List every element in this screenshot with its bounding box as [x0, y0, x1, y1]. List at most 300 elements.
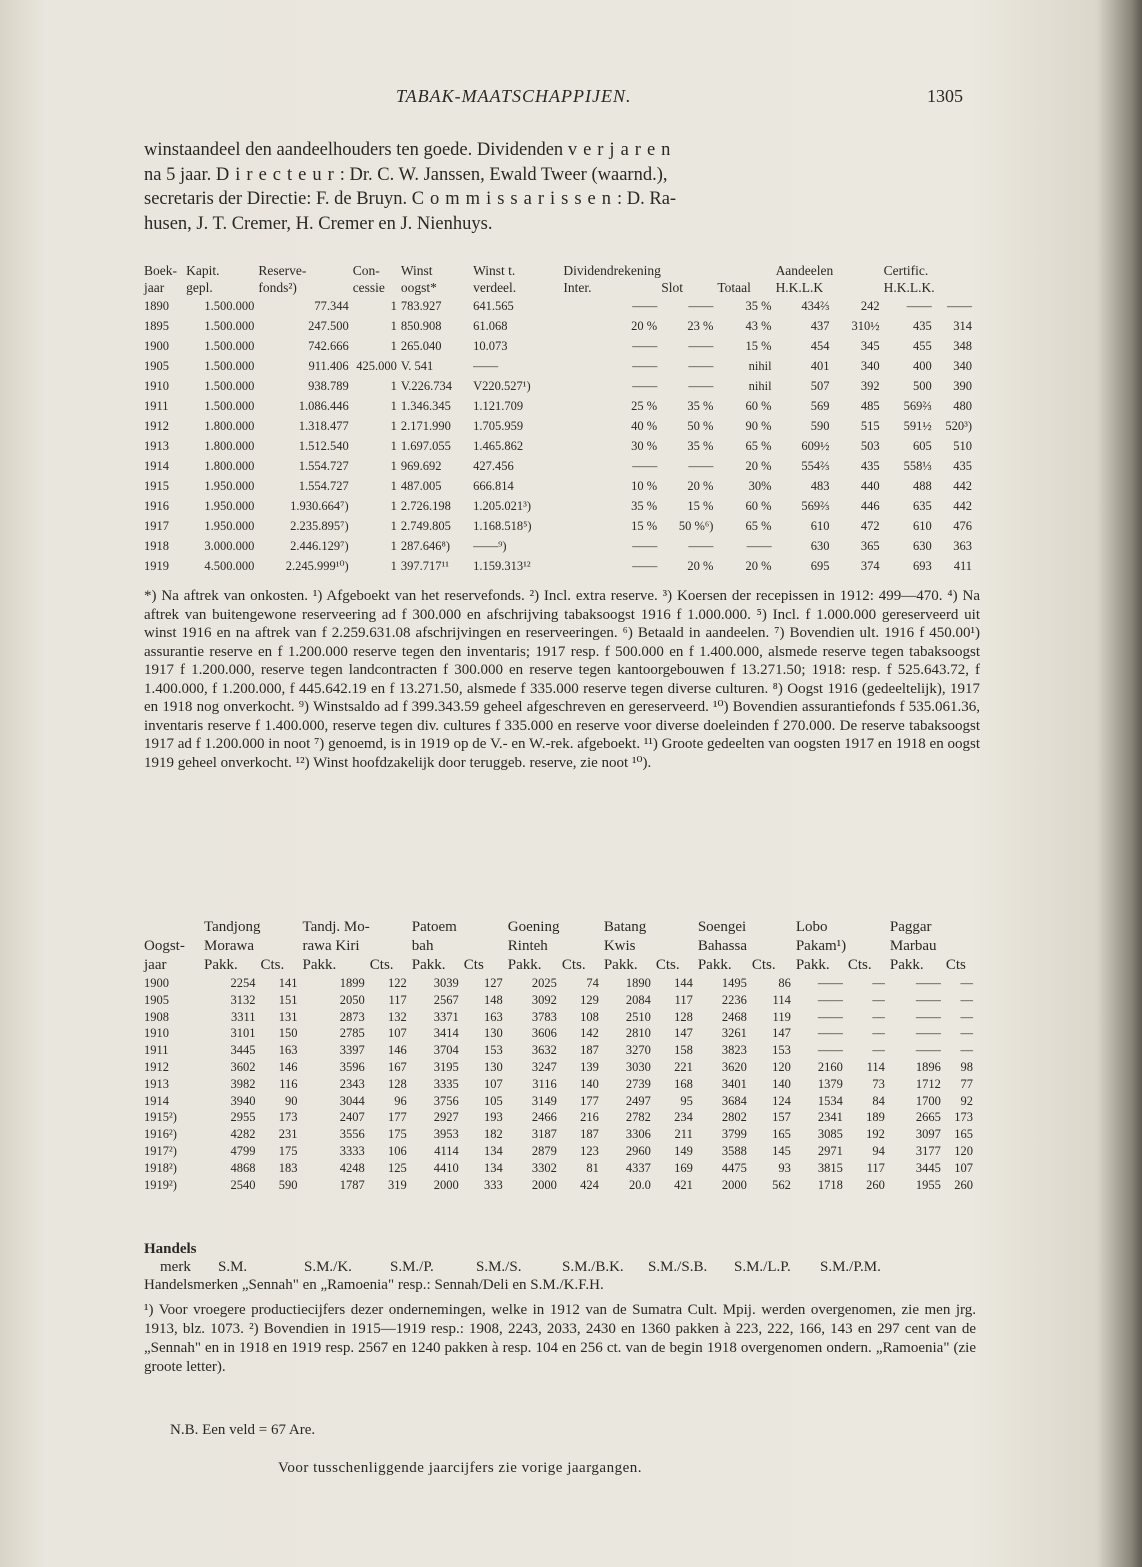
table-row — [144, 536, 976, 556]
intro-text: : Dr. C. W. Janssen, Ewald Tweer (waarnd.), — [339, 164, 668, 185]
table-row — [144, 1059, 978, 1076]
table-cell: 515 — [860, 419, 880, 433]
table-cell: 2236 — [721, 992, 747, 1007]
table-cell: 2955 — [230, 1110, 256, 1125]
table-cell: 2810 — [625, 1026, 651, 1041]
table-cell: 3982 — [230, 1076, 256, 1091]
intro-text: husen, J. T. Cremer, H. Cremer en J. Nienhuys. — [144, 213, 493, 234]
column-header: H.K.L.K — [775, 280, 824, 295]
table-cell: 695 — [810, 559, 830, 573]
table-cell: 20 % — [687, 559, 714, 573]
table-cell: 1.500.000 — [204, 399, 255, 413]
table-cell: 77.344 — [314, 299, 349, 313]
trade-mark: S.M./S. — [476, 1259, 522, 1275]
table-cell: 319 — [388, 1177, 407, 1192]
table-cell: 183 — [278, 1160, 298, 1175]
table-cell: 35 % — [687, 439, 714, 453]
table-cell: 107 — [484, 1076, 503, 1091]
table-cell: 130 — [484, 1059, 503, 1074]
table-cell: 400 — [913, 359, 932, 373]
table-cell: 20 % — [687, 479, 714, 493]
table-cell: 483 — [810, 479, 830, 493]
table-cell: 134 — [484, 1143, 503, 1158]
table-cell: 569⅔ — [903, 399, 932, 413]
table-cell: 146 — [278, 1059, 298, 1074]
table-row — [144, 476, 976, 496]
table-cell: 2000 — [721, 1177, 747, 1192]
trade-mark: S.M./L.P. — [734, 1259, 791, 1275]
year-cell: 1915 — [144, 479, 169, 493]
table-cell: 1.500.000 — [204, 339, 255, 353]
table-cell: 1 — [390, 459, 397, 473]
table-cell: — — [960, 992, 973, 1007]
table-cell: —— — [473, 359, 499, 373]
column-header: Paggar — [889, 919, 932, 935]
table-cell: 128 — [674, 1009, 693, 1024]
year-cell: 1890 — [144, 299, 169, 313]
table-cell: 131 — [278, 1009, 298, 1024]
table-row — [144, 1177, 978, 1194]
table-cell: — — [872, 1009, 885, 1024]
table-cell: 1 — [390, 519, 397, 533]
table-cell: 2254 — [230, 976, 256, 990]
table-cell: — — [872, 1043, 885, 1058]
table-cell: 3704 — [433, 1043, 459, 1058]
column-header — [656, 918, 698, 937]
table-cell: 150 — [278, 1026, 298, 1041]
column-header: jaar — [144, 957, 167, 973]
table-cell: 117 — [674, 992, 693, 1007]
table-cell: —— — [632, 559, 658, 573]
table-cell: —— — [906, 299, 932, 313]
table-cell: 189 — [866, 1110, 885, 1125]
table-cell: 157 — [772, 1110, 791, 1125]
table-cell: 3756 — [433, 1093, 459, 1108]
table-cell: 397.717¹¹ — [400, 559, 449, 573]
table-cell: 1495 — [721, 976, 747, 990]
table-cell: 114 — [866, 1059, 885, 1074]
table-cell: 117 — [388, 992, 407, 1007]
table-cell: 146 — [388, 1043, 407, 1058]
column-header: Cts. — [561, 957, 586, 973]
table-cell: 114 — [772, 992, 791, 1007]
table-cell: 2879 — [531, 1143, 557, 1158]
year-cell: 1913 — [144, 1076, 169, 1091]
table-cell: 1 — [390, 559, 397, 573]
column-header: Cts — [945, 957, 966, 973]
table-cell: 216 — [580, 1110, 599, 1125]
year-cell: 1919 — [144, 559, 169, 573]
table-cell: 340 — [953, 359, 972, 373]
table-row — [144, 556, 976, 576]
column-header: Patoem — [411, 919, 457, 935]
column-header — [656, 937, 698, 956]
table-cell: —— — [947, 299, 972, 313]
trade-marks-row — [144, 1258, 906, 1276]
year-cell: 1905 — [144, 992, 169, 1007]
table-row — [144, 356, 976, 376]
table-cell: —— — [817, 992, 843, 1007]
table-cell: 1899 — [339, 976, 365, 990]
column-header: Pakk. — [795, 957, 830, 973]
table-cell: 1712 — [915, 1076, 941, 1091]
table-row — [144, 992, 978, 1009]
table-cell: 3.000.000 — [204, 539, 255, 553]
table-cell: 123 — [580, 1143, 599, 1158]
table-cell: 510 — [953, 439, 972, 453]
table-cell: 610 — [913, 519, 932, 533]
table-cell: 187 — [580, 1043, 599, 1058]
table-cell: —— — [688, 459, 714, 473]
table-cell: —— — [915, 976, 941, 990]
table-cell: 3596 — [339, 1059, 365, 1074]
table-cell: 605 — [913, 439, 932, 453]
table-cell: 120 — [772, 1059, 791, 1074]
table-cell: 434⅔ — [801, 299, 830, 313]
column-header: Certific. — [883, 263, 929, 278]
table-cell: 116 — [279, 1076, 298, 1091]
intro-paragraph — [144, 138, 980, 236]
table-row — [144, 496, 976, 516]
year-cell: 1910 — [144, 1026, 169, 1041]
production-table — [144, 918, 978, 1193]
header-row — [144, 279, 976, 296]
table-cell: 1955 — [915, 1177, 941, 1192]
column-header: oogst* — [400, 280, 437, 295]
table-cell: —— — [915, 1026, 941, 1041]
column-header: Oogst- — [144, 938, 185, 954]
table-cell: 23 % — [687, 319, 714, 333]
table-cell: 192 — [866, 1127, 885, 1142]
table-cell: 1.950.000 — [204, 519, 255, 533]
column-header: Cts. — [260, 957, 285, 973]
table-cell: 314 — [953, 319, 972, 333]
intro-line — [144, 212, 980, 237]
table-cell: 4410 — [433, 1160, 459, 1175]
column-header — [260, 937, 302, 956]
table-cell: —— — [688, 539, 714, 553]
table-cell: 4248 — [339, 1160, 365, 1175]
column-header: Tandj. Mo- — [302, 919, 370, 935]
table-cell: 3823 — [721, 1043, 747, 1058]
table-cell: 1 — [390, 499, 397, 513]
table-cell: 454 — [810, 339, 830, 353]
table-cell: 20 % — [745, 559, 772, 573]
column-header: Cts. — [655, 957, 680, 973]
column-header: Pakk. — [889, 957, 924, 973]
column-header — [144, 918, 204, 937]
column-header — [370, 918, 412, 937]
year-cell: 1918 — [144, 539, 169, 553]
table-cell: 442 — [953, 479, 972, 493]
year-cell: 1900 — [144, 976, 169, 990]
table-cell: 3101 — [230, 1026, 256, 1041]
table-cell: —— — [746, 539, 772, 553]
table-cell: 693 — [913, 559, 932, 573]
column-header — [717, 262, 775, 279]
table-cell: 77 — [960, 1076, 973, 1091]
table-cell: 2927 — [433, 1110, 459, 1125]
table-cell: 520³) — [945, 419, 972, 433]
table-cell: 234 — [674, 1110, 693, 1125]
table-cell: 3030 — [625, 1059, 651, 1074]
column-header: Tandjong — [204, 919, 261, 935]
table-cell: 485 — [860, 399, 880, 413]
table-cell: 153 — [484, 1043, 503, 1058]
table-cell: 139 — [580, 1059, 599, 1074]
column-header: Pakk. — [507, 957, 542, 973]
table-cell: 442 — [953, 499, 972, 513]
table-cell: —— — [915, 1043, 941, 1058]
table-cell: 120 — [954, 1143, 973, 1158]
trade-mark: S.M./K. — [304, 1259, 352, 1275]
table-cell: 1.950.000 — [204, 499, 255, 513]
table-cell: 2873 — [339, 1009, 365, 1024]
table-cell: — — [872, 976, 885, 990]
year-cell: 1914 — [144, 1093, 169, 1108]
table-cell: 1 — [390, 379, 397, 393]
table-cell: 265.040 — [400, 339, 442, 353]
table-cell: 2.245.999¹⁰) — [285, 559, 349, 573]
header-row — [144, 937, 978, 956]
column-header: Pakk. — [603, 957, 638, 973]
table-cell: 153 — [772, 1043, 791, 1058]
trade-mark: S.M./P. — [390, 1259, 434, 1275]
table-cell: 562 — [772, 1177, 791, 1192]
table-cell: 165 — [954, 1127, 973, 1142]
table-cell: 211 — [674, 1127, 693, 1142]
table-cell: 2.726.198 — [400, 499, 451, 513]
table-cell: 2084 — [625, 992, 651, 1007]
table-cell: ——⁹) — [473, 539, 507, 553]
year-cell: 1914 — [144, 459, 169, 473]
table-cell: —— — [817, 1026, 843, 1041]
table-cell: 3414 — [433, 1026, 459, 1041]
table-cell: 4868 — [230, 1160, 256, 1175]
table-cell: 147 — [674, 1026, 693, 1041]
spaced-word: verjaren — [567, 140, 677, 160]
table-cell: 1 — [390, 399, 397, 413]
table-cell: 2785 — [339, 1026, 365, 1041]
year-cell: 1918²) — [144, 1160, 177, 1175]
table-cell: 1.121.709 — [473, 399, 524, 413]
table-cell: 3092 — [531, 992, 557, 1007]
table-cell: 35 % — [631, 499, 658, 513]
table-cell: 117 — [866, 1160, 885, 1175]
column-header — [936, 262, 976, 279]
table-cell: 333 — [484, 1177, 503, 1192]
table-cell: 15 % — [745, 339, 772, 353]
table-row — [144, 1042, 978, 1059]
table-cell: 3097 — [915, 1127, 941, 1142]
column-header: Morawa — [204, 938, 254, 954]
year-cell: 1912 — [144, 1059, 169, 1074]
table-cell: 3783 — [531, 1009, 557, 1024]
table-cell: — — [960, 1043, 973, 1058]
area-note: N.B. Een veld = 67 Are. — [170, 1422, 316, 1438]
column-header — [661, 262, 717, 279]
table-row — [144, 296, 976, 316]
column-header — [848, 918, 890, 937]
column-header: Kwis — [603, 938, 636, 954]
column-header — [562, 937, 604, 956]
header-row — [144, 262, 976, 279]
table-cell: —— — [688, 299, 714, 313]
table-cell: 177 — [580, 1093, 599, 1108]
table-cell: 1.500.000 — [204, 379, 255, 393]
column-header: Batang — [603, 919, 647, 935]
column-header: Inter. — [563, 280, 592, 295]
column-header: Rinteh — [507, 938, 548, 954]
table-cell: 1 — [390, 339, 397, 353]
table-cell: 2.171.990 — [400, 419, 451, 433]
table-cell: 446 — [860, 499, 880, 513]
table-cell: 2971 — [817, 1143, 843, 1158]
column-header: Pakk. — [697, 957, 732, 973]
table-cell: V220.527¹) — [473, 379, 531, 393]
table-cell: 168 — [674, 1076, 693, 1091]
table-row — [144, 456, 976, 476]
table-row — [144, 1160, 978, 1177]
table-row — [144, 1093, 978, 1110]
table-cell: 1.512.540 — [298, 439, 349, 453]
intro-line — [144, 187, 980, 212]
table-cell: 1 — [390, 439, 397, 453]
table-cell: 421 — [674, 1177, 693, 1192]
table-cell: —— — [915, 1009, 941, 1024]
table-cell: 86 — [778, 976, 791, 990]
table-cell: 61.068 — [473, 319, 508, 333]
table-cell: 4337 — [625, 1160, 651, 1175]
column-header: rawa Kiri — [302, 938, 360, 954]
table-cell: 2000 — [531, 1177, 557, 1192]
table-cell: 488 — [913, 479, 932, 493]
table-cell: 440 — [860, 479, 880, 493]
table-row — [144, 1109, 978, 1126]
table-cell: 345 — [860, 339, 880, 353]
table-row — [144, 1143, 978, 1160]
table-cell: 2466 — [531, 1110, 557, 1125]
table-cell: 242 — [860, 299, 880, 313]
merk-label: merk — [160, 1259, 191, 1275]
table-cell: 1534 — [817, 1093, 843, 1108]
column-header: gepl. — [186, 280, 213, 295]
table-cell: 610 — [810, 519, 830, 533]
table-cell: 591½ — [903, 419, 932, 433]
table-cell: 4282 — [230, 1127, 256, 1142]
table-cell: 2567 — [433, 992, 459, 1007]
table-cell: —— — [688, 379, 714, 393]
table-cell: 507 — [810, 379, 830, 393]
table-cell: 25 % — [631, 399, 658, 413]
table-cell: 73 — [872, 1076, 885, 1091]
table-cell: 231 — [278, 1127, 298, 1142]
year-cell: 1916 — [144, 499, 169, 513]
column-header — [464, 918, 508, 937]
table-cell: 107 — [388, 1026, 407, 1041]
trade-mark: S.M./B.K. — [562, 1259, 624, 1275]
table-cell: 144 — [674, 976, 693, 990]
table-cell: 3333 — [339, 1143, 365, 1158]
year-cell: 1917²) — [144, 1143, 177, 1158]
spaced-word: Commissarissen — [411, 189, 617, 209]
table-cell: 590 — [810, 419, 830, 433]
table-cell: nihil — [748, 359, 772, 373]
table-cell: 1.500.000 — [204, 319, 255, 333]
table-cell: 40 % — [631, 419, 658, 433]
table-cell: 3187 — [531, 1127, 557, 1142]
table-cell: 476 — [953, 519, 972, 533]
trade-marks-label: Handels — [144, 1241, 197, 1257]
table-cell: —— — [632, 379, 658, 393]
column-header: Winst t. — [473, 263, 516, 278]
table-cell: 558⅓ — [903, 459, 932, 473]
table-cell: 3445 — [230, 1043, 256, 1058]
table-cell: 424 — [580, 1177, 599, 1192]
table-cell: —— — [817, 1009, 843, 1024]
table-cell: 148 — [484, 992, 503, 1007]
table-cell: 2468 — [721, 1009, 747, 1024]
table-cell: 1.159.313¹² — [473, 559, 531, 573]
column-header: Goening — [507, 919, 560, 935]
table-cell: 3335 — [433, 1076, 459, 1091]
column-header: verdeel. — [473, 280, 517, 295]
table-cell: 3311 — [230, 1009, 256, 1024]
table-cell: 911.406 — [308, 359, 349, 373]
table-cell: 1.318.477 — [298, 419, 349, 433]
table-cell: 96 — [394, 1093, 407, 1108]
intro-text: na 5 jaar. — [144, 164, 216, 185]
table-cell: 1 — [390, 539, 397, 553]
year-cell: 1919²) — [144, 1177, 177, 1192]
column-header: Totaal — [717, 280, 751, 295]
table-cell: 3556 — [339, 1127, 365, 1142]
year-cell: 1900 — [144, 339, 169, 353]
table-cell: 127 — [484, 976, 503, 990]
table-cell: 3306 — [625, 1127, 651, 1142]
table-cell: —— — [688, 359, 714, 373]
table-cell: 850.908 — [400, 319, 442, 333]
trade-marks — [144, 1240, 906, 1294]
table-cell: 93 — [778, 1160, 791, 1175]
spaced-word: Directeur — [215, 164, 340, 185]
table-cell: 35 % — [687, 399, 714, 413]
table-cell: 3039 — [433, 976, 459, 990]
table-cell: 2540 — [230, 1177, 256, 1192]
table-cell: 84 — [872, 1093, 885, 1108]
table-cell: 119 — [772, 1009, 791, 1024]
column-header: Pakk. — [302, 957, 337, 973]
table-cell: 30% — [748, 479, 772, 493]
table-cell: 3177 — [915, 1143, 941, 1158]
column-header: jaar — [144, 280, 165, 295]
table-cell: 20.0 — [628, 1177, 651, 1192]
table-cell: 128 — [388, 1076, 407, 1091]
table-cell: 65 % — [745, 519, 772, 533]
table-row — [144, 1076, 978, 1093]
table-cell: 3149 — [531, 1093, 557, 1108]
table-cell: 260 — [866, 1177, 885, 1192]
table-cell: 3606 — [531, 1026, 557, 1041]
column-header: Pakk. — [411, 957, 446, 973]
table-cell: 1890 — [625, 976, 651, 990]
table-cell: — — [960, 1009, 973, 1024]
table-cell: 363 — [953, 539, 972, 553]
column-header: Marbau — [889, 938, 937, 954]
table-cell: 3815 — [817, 1160, 843, 1175]
table-cell: 140 — [772, 1076, 791, 1091]
table-cell: 247.500 — [308, 319, 349, 333]
